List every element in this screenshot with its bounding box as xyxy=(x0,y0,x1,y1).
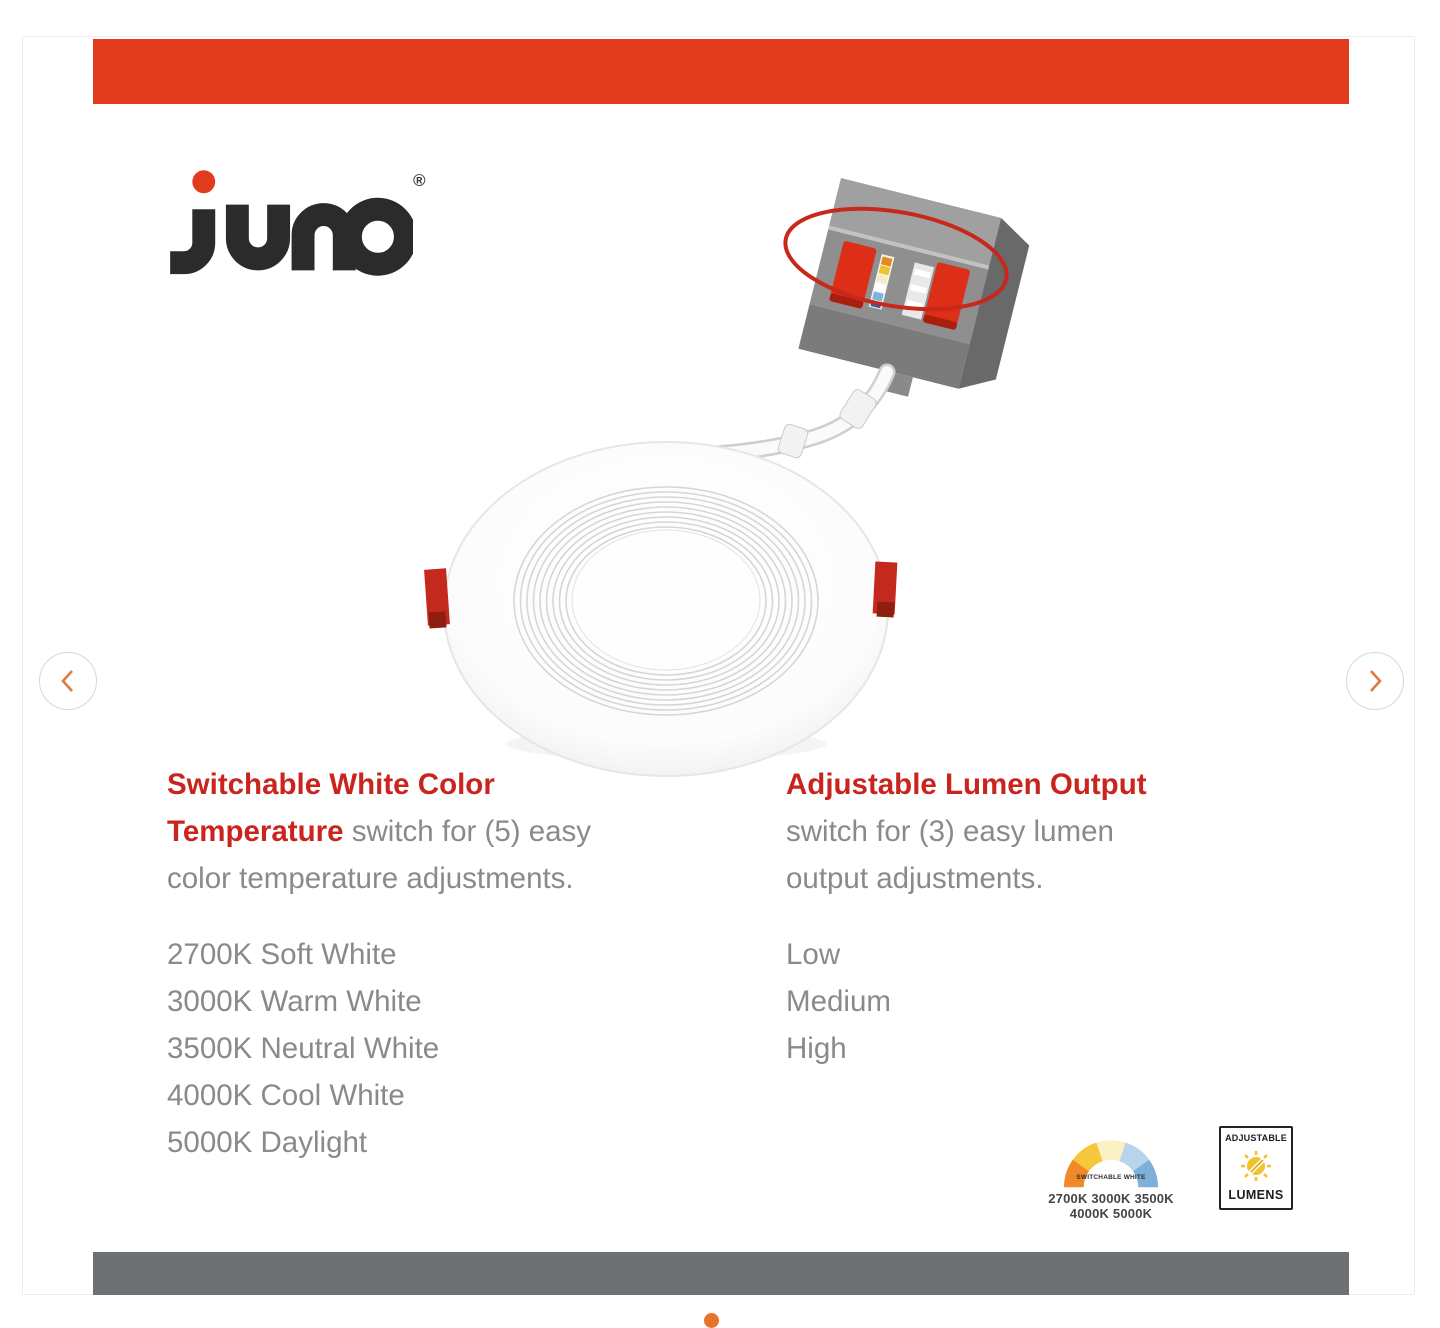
product-infographic-image[interactable] xyxy=(93,39,1349,1293)
cct-heading-line2: Temperature switch for (5) easy xyxy=(167,815,592,848)
chevron-right-icon xyxy=(1365,668,1385,694)
lumen-body-line1: switch for (3) easy lumen xyxy=(786,815,1114,848)
lumens-badge-top-label: ADJUSTABLE xyxy=(1225,1133,1287,1143)
switchable-white-badge xyxy=(1039,1127,1183,1221)
lumen-feature-column xyxy=(786,761,1316,1072)
light-opening xyxy=(572,530,760,670)
carousel-pagination-dot[interactable] xyxy=(704,1313,719,1328)
downlight-illustration xyxy=(424,442,897,776)
carousel-next-button[interactable] xyxy=(1346,652,1404,710)
header-red-bar xyxy=(93,39,1349,104)
list-item: 3500K Neutral White xyxy=(167,1032,440,1065)
cct-badge-line1: 2700K 3000K 3500K xyxy=(1048,1191,1174,1206)
carousel-prev-button[interactable] xyxy=(39,652,97,710)
sun-icon xyxy=(1238,1149,1274,1183)
list-item: Low xyxy=(786,938,841,971)
cct-options-list xyxy=(167,931,797,1166)
lumen-body-line2: output adjustments. xyxy=(786,862,1044,895)
cct-body-line: color temperature adjustments. xyxy=(167,862,574,895)
chevron-left-icon xyxy=(58,668,78,694)
cct-heading-line1: Switchable White Color xyxy=(167,768,495,801)
adjustable-lumens-badge xyxy=(1219,1126,1293,1210)
product-image-card xyxy=(22,36,1415,1295)
cct-badge-line2: 4000K 5000K xyxy=(1069,1206,1153,1221)
footer-gray-bar xyxy=(93,1252,1349,1295)
list-item: Medium xyxy=(786,985,891,1018)
lumens-badge-bottom-label: LUMENS xyxy=(1228,1188,1284,1202)
registered-trademark: ® xyxy=(413,171,426,190)
list-item: 3000K Warm White xyxy=(167,985,422,1018)
lumen-options-list xyxy=(786,931,1316,1072)
cct-arc-label: SWITCHABLE WHITE xyxy=(1076,1174,1146,1181)
list-item: High xyxy=(786,1032,847,1065)
cct-arc-icon xyxy=(1049,1127,1173,1191)
cct-feature-column xyxy=(167,761,797,1166)
junction-box-illustration xyxy=(778,178,1035,416)
lumen-heading: Adjustable Lumen Output xyxy=(786,768,1147,801)
list-item: 2700K Soft White xyxy=(167,938,397,971)
product-illustration xyxy=(93,104,1349,829)
list-item: 5000K Daylight xyxy=(167,1126,368,1159)
list-item: 4000K Cool White xyxy=(167,1079,405,1112)
